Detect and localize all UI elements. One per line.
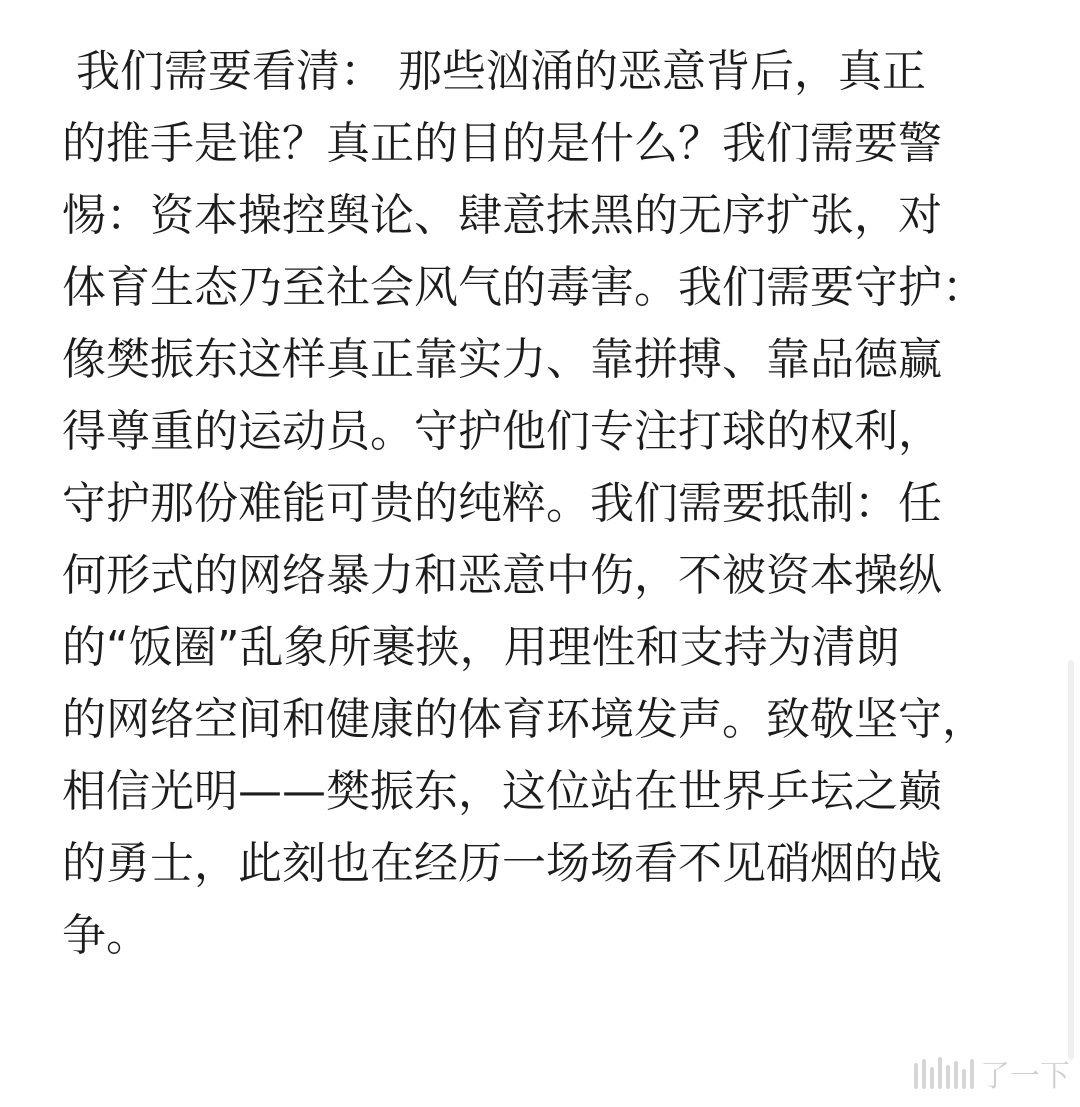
article-line-8: 何形式的网络暴力和恶意中伤，不被资本操纵: [62, 550, 942, 601]
article-line-11: 相信光明——樊振东，这位站在世界乒坛之巅: [62, 766, 942, 817]
watermark-text: 了一下: [980, 1059, 1070, 1094]
article-line-13: 争。: [62, 910, 150, 961]
article-line-1: 我们需要看清： 那些汹涌的恶意背后，真正: [76, 46, 926, 97]
barcode-icon: [914, 1057, 974, 1089]
article-body: [62, 36, 1022, 972]
watermark: [914, 1051, 1070, 1095]
article-line-7: 守护那份难能可贵的纯粹。我们需要抵制：任: [62, 478, 942, 529]
scrollbar-track[interactable]: [1068, 660, 1074, 1060]
article-line-3: 惕：资本操控舆论、肆意抹黑的无序扩张，对: [62, 190, 942, 241]
article-line-10: 的网络空间和健康的体育环境发声。致敬坚守，: [62, 694, 986, 745]
article-line-12: 的勇士，此刻也在经历一场场看不见硝烟的战: [62, 838, 942, 889]
article-line-4: 体育生态乃至社会风气的毒害。我们需要守护：: [62, 262, 986, 313]
article-line-2: 的推手是谁？真正的目的是什么？我们需要警: [62, 118, 942, 169]
article-line-6: 得尊重的运动员。守护他们专注打球的权利，: [62, 406, 942, 457]
article-line-5: 像樊振东这样真正靠实力、靠拼搏、靠品德赢: [62, 334, 942, 385]
article-line-9: 的“饭圈”乱象所裹挟，用理性和支持为清朗: [62, 622, 900, 673]
